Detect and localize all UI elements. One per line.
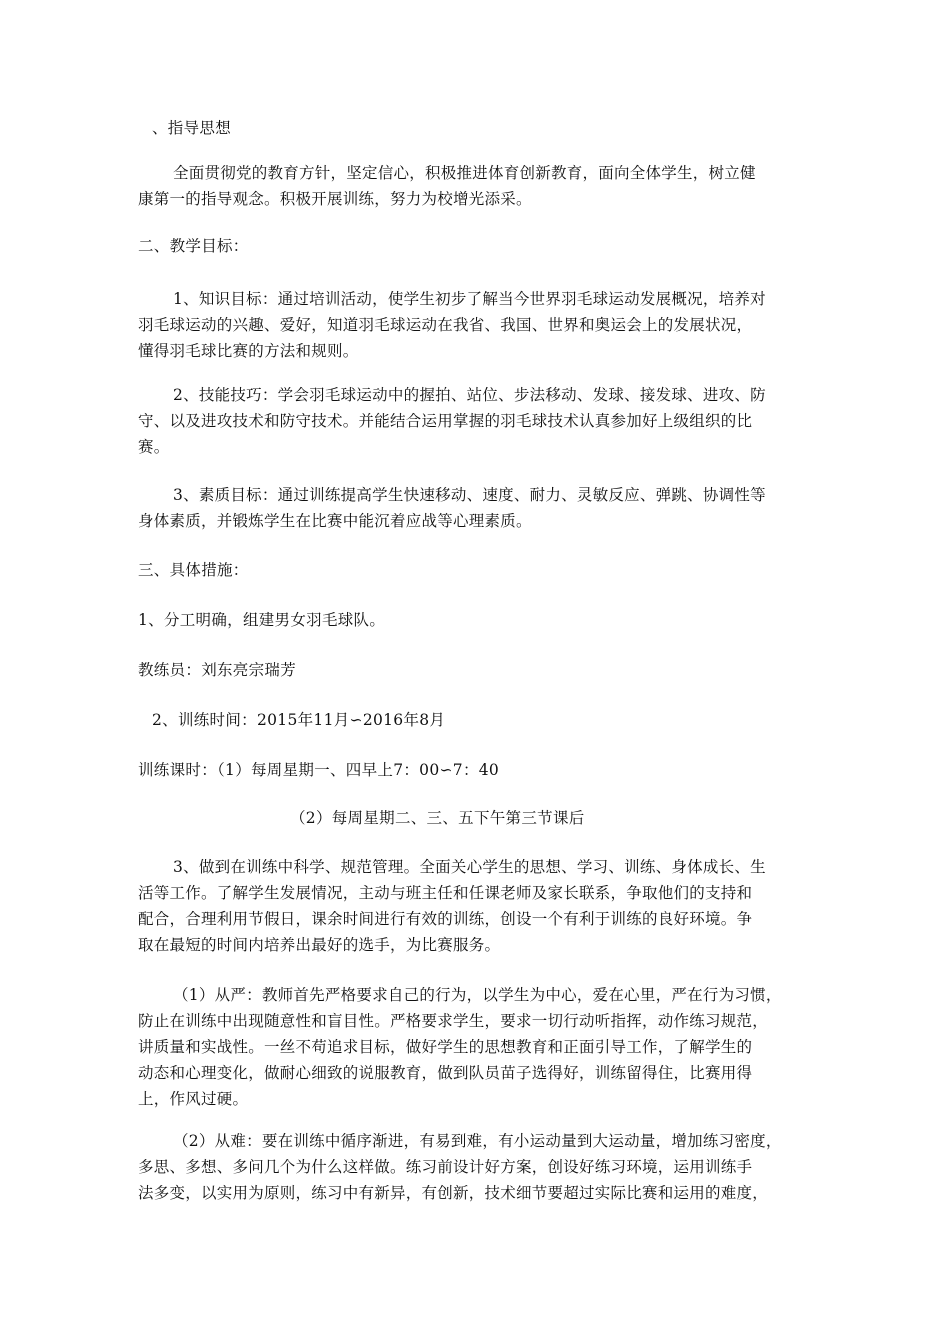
paragraph-strict [138, 982, 818, 1112]
text-line: 3、做到在训练中科学、规范管理。全面关心学生的思想、学习、训练、身体成长、生 [173, 858, 766, 876]
paragraph-management [138, 854, 818, 958]
text-line: 身体素质，并锻炼学生在比赛中能沉着应战等心理素质。 [138, 512, 532, 530]
text-line: 守、以及进攻技术和防守技术。并能结合运用掌握的羽毛球技术认真参加好上级组织的比 [138, 412, 753, 430]
text-line: 3、素质目标：通过训练提高学生快速移动、速度、耐力、灵敏反应、弹跳、协调性等 [173, 486, 766, 504]
paragraph-guiding-thought [138, 160, 818, 212]
text-line: 配合，合理利用节假日，课余时间进行有效的训练，创设一个有利于训练的良好环境。争 [138, 910, 753, 928]
measure-item-1: 1、分工明确，组建男女羽毛球队。 [138, 611, 386, 629]
paragraph-knowledge-goal [138, 286, 818, 364]
section-heading-guiding-thought: 、指导思想 [152, 119, 232, 137]
text-line: 多思、多想、多问几个为什么这样做。练习前设计好方案，创设好练习环境，运用训练手 [138, 1158, 753, 1176]
text-line: 动态和心理变化，做耐心细致的说服教育，做到队员苗子选得好，训练留得住，比赛用得 [138, 1064, 753, 1082]
text-line: 防止在训练中出现随意性和盲目性。严格要求学生，要求一切行动听指挥，动作练习规范， [138, 1012, 769, 1030]
text-line: 上，作风过硬。 [138, 1090, 249, 1108]
paragraph-difficult [138, 1128, 818, 1206]
text-line: 赛。 [138, 438, 170, 456]
paragraph-quality-goal [138, 482, 818, 534]
text-line: 懂得羽毛球比赛的方法和规则。 [138, 342, 359, 360]
schedule-line-2: （2）每周星期二、三、五下午第三节课后 [290, 809, 585, 827]
text-line: 康第一的指导观念。积极开展训练，努力为校增光添采。 [138, 190, 532, 208]
section-heading-teaching-goals: 二、教学目标： [138, 237, 249, 255]
text-line: （2）从难：要在训练中循序渐进，有易到难，有小运动量到大运动量，增加练习密度， [173, 1132, 782, 1150]
text-line: 活等工作。了解学生发展情况，主动与班主任和任课老师及家长联系，争取他们的支持和 [138, 884, 753, 902]
text-line: 2、技能技巧：学会羽毛球运动中的握拍、站位、步法移动、发球、接发球、进攻、防 [173, 386, 766, 404]
text-line: （1）从严：教师首先严格要求自己的行为，以学生为中心，爱在心里，严在行为习惯， [173, 986, 782, 1004]
text-line: 全面贯彻党的教育方针，坚定信心，积极推进体育创新教育，面向全体学生，树立健 [173, 164, 756, 182]
text-line: 法多变，以实用为原则，练习中有新异，有创新，技术细节要超过实际比赛和运用的难度， [138, 1184, 769, 1202]
text-line: 讲质量和实战性。一丝不苟追求目标，做好学生的思想教育和正面引导工作，了解学生的 [138, 1038, 753, 1056]
text-line: 1、知识目标：通过培训活动，使学生初步了解当今世界羽毛球运动发展概况，培养对 [173, 290, 766, 308]
section-heading-measures: 三、具体措施： [138, 561, 249, 579]
text-line: 羽毛球运动的兴趣、爱好，知道羽毛球运动在我省、我国、世界和奥运会上的发展状况， [138, 316, 753, 334]
schedule-line-1: 训练课时：（1）每周星期一、四早上7：00∽7：40 [138, 761, 500, 779]
paragraph-skill-goal [138, 382, 818, 460]
measure-item-2: 2、训练时间：2015年11月∽2016年8月 [152, 711, 446, 729]
text-line: 取在最短的时间内培养出最好的选手，为比赛服务。 [138, 936, 501, 954]
coach-line: 教练员：刘东亮宗瑞芳 [138, 661, 297, 679]
